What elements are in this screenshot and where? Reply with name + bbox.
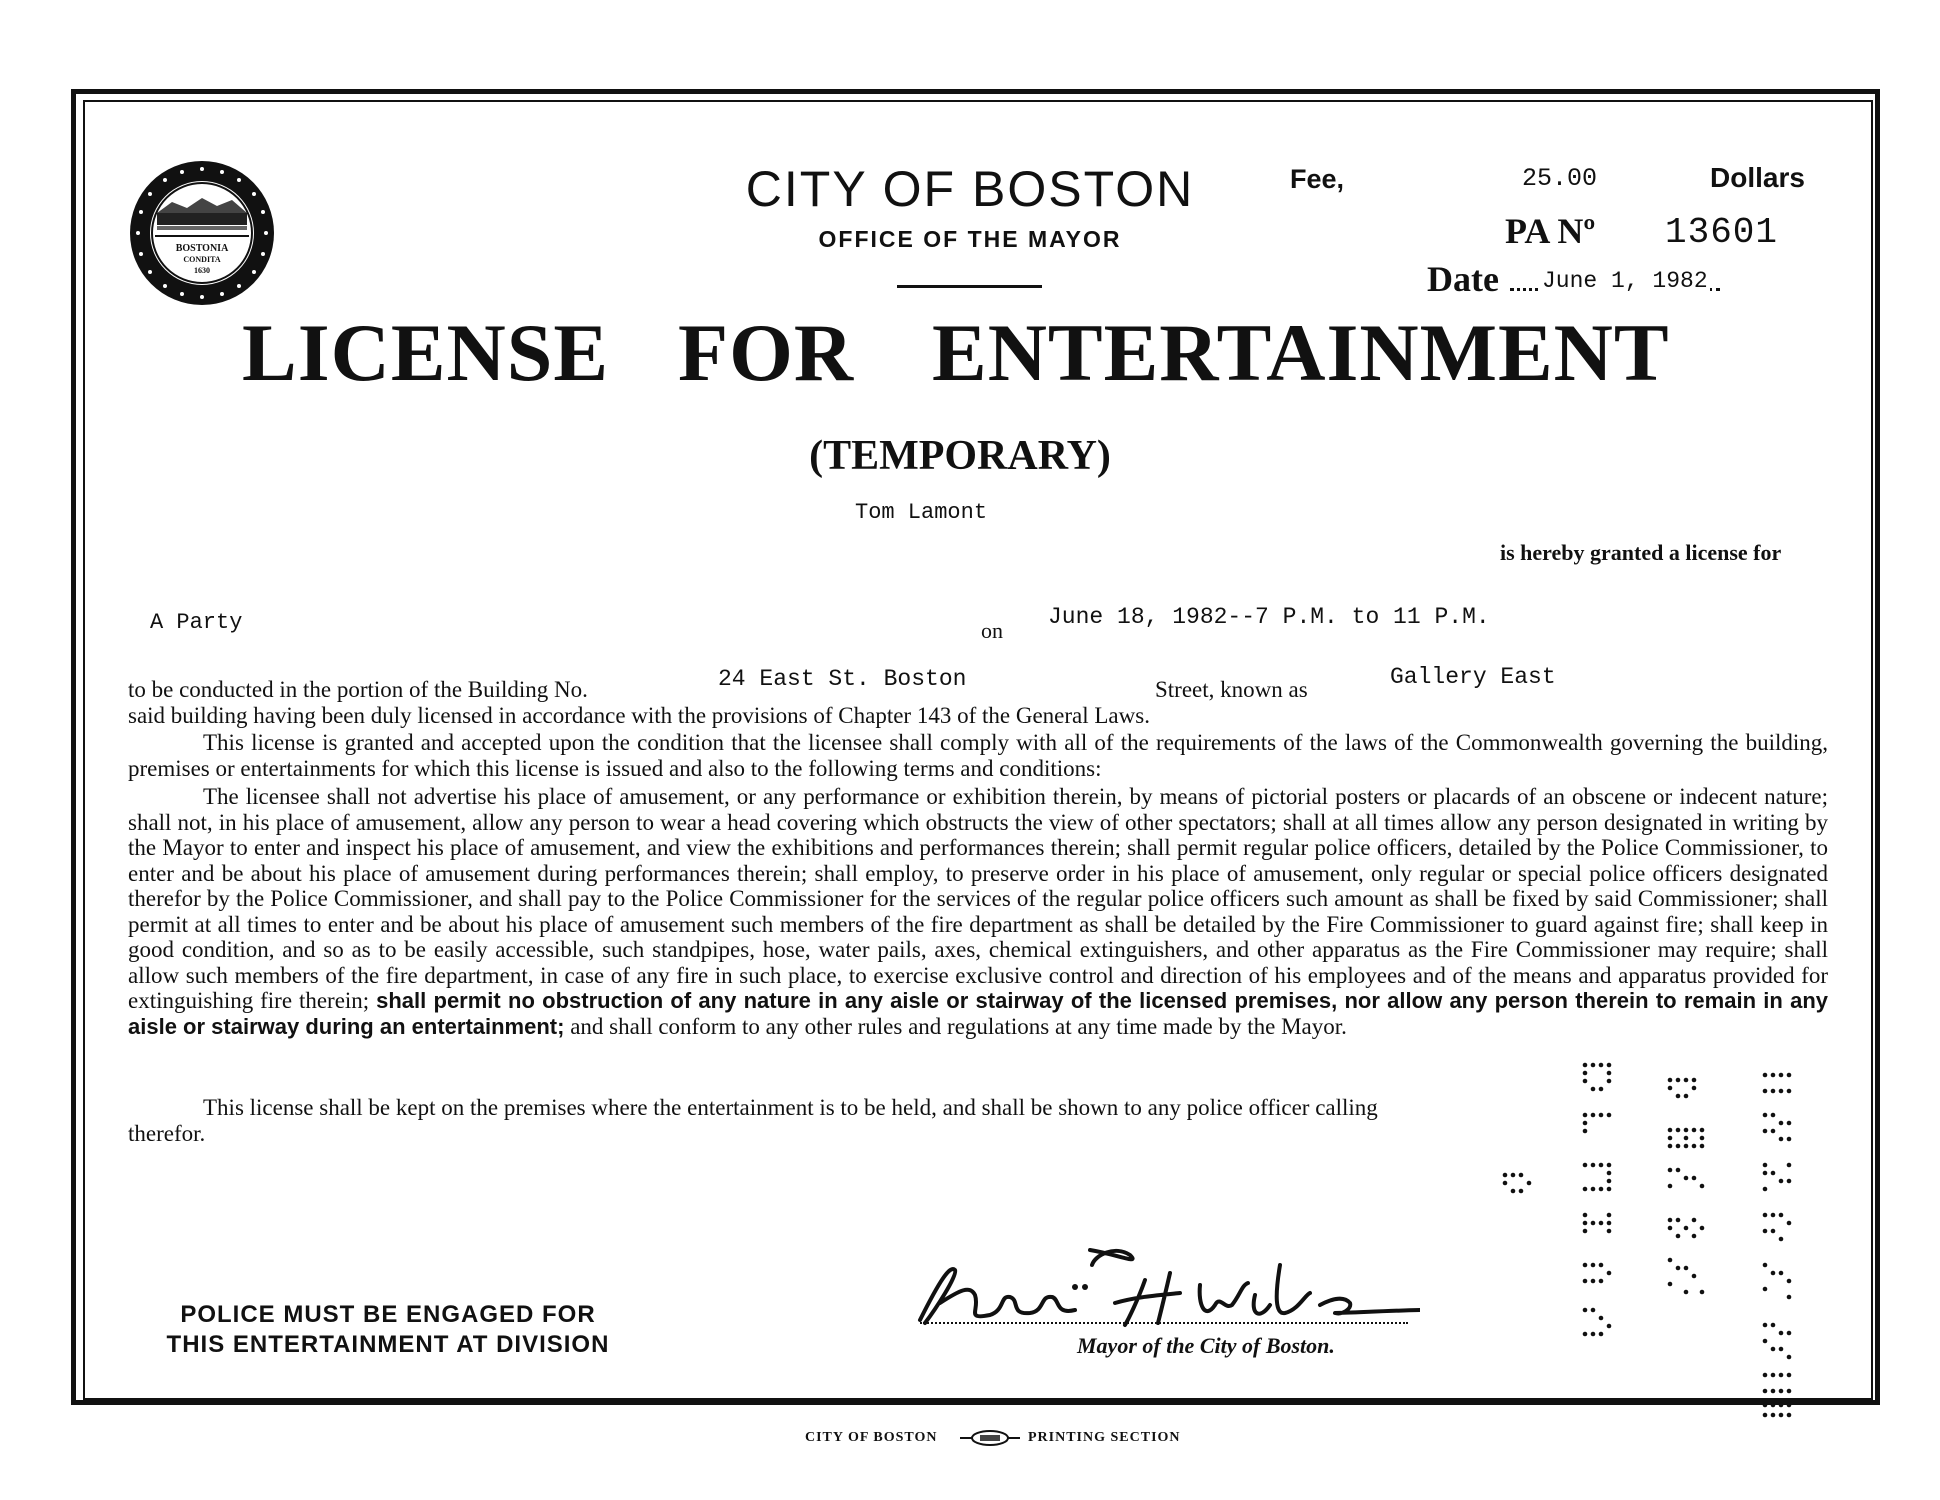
title-temporary: (TEMPORARY) bbox=[809, 433, 1111, 479]
mayor-caption: Mayor of the City of Boston. bbox=[1077, 1333, 1335, 1358]
title-license: LICENSE bbox=[242, 307, 610, 398]
title-for: FOR bbox=[678, 307, 855, 398]
pa-number: 13601 bbox=[1665, 212, 1779, 253]
police-notice-line-1: POLICE MUST BE ENGAGED FOR bbox=[180, 1301, 596, 1328]
known-as: Gallery East bbox=[1390, 664, 1556, 690]
body-para-1: said building having been duly licensed in accordance with the provisions of Chapter 143 of the General Laws. bbox=[128, 703, 1150, 728]
header-rule bbox=[897, 285, 1042, 288]
perforated-number bbox=[1500, 1045, 1830, 1465]
signature-dots bbox=[920, 1322, 1408, 1324]
signature bbox=[880, 1225, 1420, 1345]
date-label: Date bbox=[1427, 259, 1499, 299]
date-value: June 1, 1982 bbox=[1542, 268, 1708, 294]
granted-text: is hereby granted a license for bbox=[1500, 540, 1782, 565]
body-para-3-text: The licensee shall not advertise his place of amusement, or any performance or exhibition therein, by means of pictorial posters or placards of an obscene or indecent nature; shall not, in his place of amusement, allow any person to wear a head covering which obstructs the view of other spectators; shall at all times allow any person designated in writing by the Mayor to enter and inspect his place of amusement, and view the exhibitions and performances therein; shall permit regular police officers, detailed by the Police Commissioner, to enter and be about his place of amusement during performances therein; shall employ, to preserve order in his place of amusement, only regular or special police officers designated therefor by the Police Commissioner, and shall pay to the Police Commissioner for the services of the regular police officers such amount as shall be fixed by said Commissioner; shall permit at all times to enter and be about his place of amusement such members of the fire department as shall be detailed by the Fire Commissioner to guard against fire; shall keep in good condition, and so as to be easily accessible, such standpipes, hose, water pails, axes, chemical extinguishers, and other apparatus as the Fire Commissioner may require; shall allow such members of the fire department, in case of any fire in such place, to exercise exclusive control and direction of his employees and of the means and apparatus provided for extinguishing fire therein; bbox=[128, 784, 1828, 1013]
fee-amount: 25.00 bbox=[1522, 164, 1598, 193]
body-para-3-bold: shall permit no obstruction of any nature in any aisle or stairway of the licensed premises, nor allow any person therein to remain in any aisle or stairway during an entertainment; bbox=[128, 988, 1829, 1039]
city-name: CITY OF BOSTON bbox=[745, 161, 1195, 217]
licensee-name: Tom Lamont bbox=[855, 500, 988, 525]
printer-emblem-icon bbox=[960, 1428, 1020, 1448]
seal-text: BOSTONIA bbox=[175, 243, 229, 254]
conducted-label: to be conducted in the portion of the Building No. bbox=[128, 677, 588, 702]
event-type: A Party bbox=[150, 610, 243, 635]
printer-section: PRINTING SECTION bbox=[1028, 1430, 1181, 1445]
body-para-3-end: and shall conform to any other rules and regulations at any time made by the Mayor. bbox=[570, 1013, 1347, 1039]
building-number: 24 East St. Boston bbox=[718, 666, 967, 692]
title-entertainment: ENTERTAINMENT bbox=[932, 307, 1670, 398]
body-para-4: This license shall be kept on the premises where the entertainment is to be held, and shall be shown to any police officer calling therefor. bbox=[128, 1095, 1378, 1146]
on-label: on bbox=[981, 618, 1003, 643]
police-notice-line-2: THIS ENTERTAINMENT AT DIVISION bbox=[166, 1331, 610, 1358]
seal-text-condita: CONDITA bbox=[183, 255, 221, 264]
dollars-label: Dollars bbox=[1710, 162, 1805, 193]
seal-year: 1630 bbox=[194, 266, 210, 275]
police-notice bbox=[128, 1300, 648, 1360]
event-date: June 18, 1982--7 P.M. to 11 P.M. bbox=[1048, 604, 1490, 630]
pa-label: PA Nº bbox=[1505, 211, 1596, 251]
body-para-2: This license is granted and accepted upon the condition that the licensee shall comply with all of the requirements of the laws of the Commonwealth governing the building, premises or entertainments for which this license is issued and also to the following terms and conditions: bbox=[128, 730, 1828, 781]
office-name: OFFICE OF THE MAYOR bbox=[818, 226, 1122, 252]
street-label: Street, known as bbox=[1155, 677, 1308, 702]
city-seal bbox=[127, 158, 277, 308]
fee-label: Fee, bbox=[1290, 164, 1345, 194]
printer-city: CITY OF BOSTON bbox=[805, 1430, 938, 1445]
signature-name bbox=[920, 1300, 926, 1301]
body-para-3 bbox=[128, 784, 1828, 1039]
